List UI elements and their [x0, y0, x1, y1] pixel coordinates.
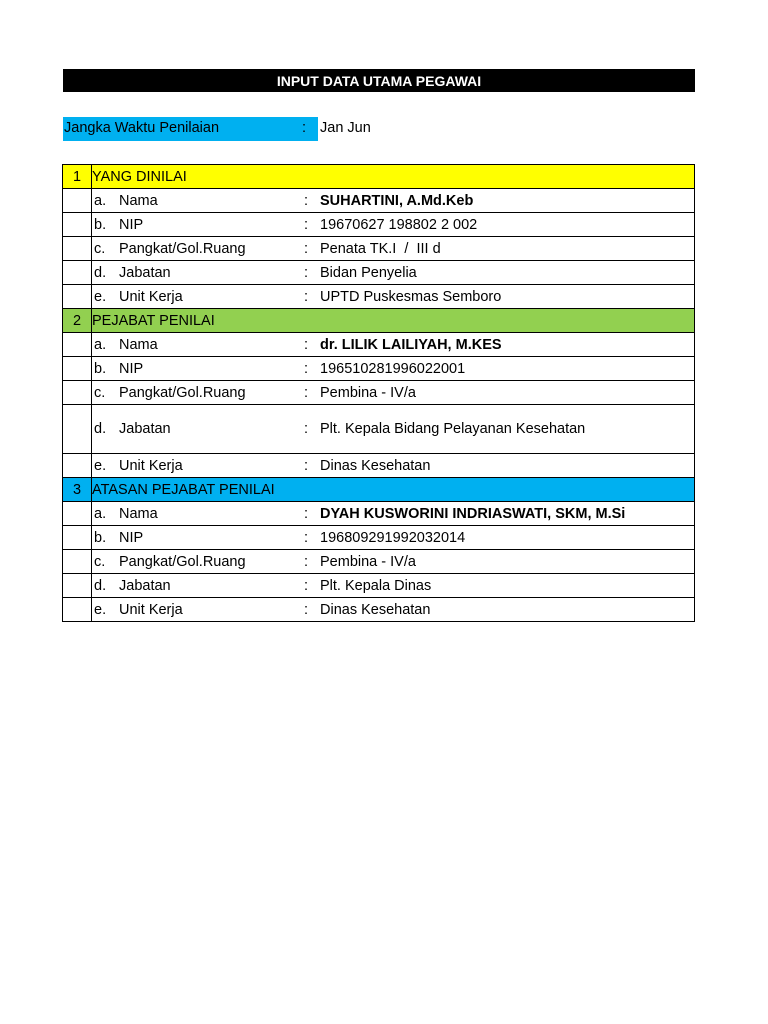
row-letter: b.	[94, 529, 107, 546]
row-field-label: Nama	[119, 192, 158, 209]
row-letter: a.	[94, 505, 107, 522]
row-letter: e.	[94, 457, 107, 474]
page-title: INPUT DATA UTAMA PEGAWAI	[63, 69, 695, 92]
table-row	[63, 357, 695, 381]
row-field-label: Unit Kerja	[119, 288, 183, 305]
row-colon: :	[304, 216, 309, 233]
row-colon: :	[304, 505, 309, 522]
row-value: Dinas Kesehatan	[320, 457, 431, 474]
row-colon: :	[304, 288, 309, 305]
assessment-period	[63, 117, 695, 141]
row-colon: :	[304, 577, 309, 594]
row-value: UPTD Puskesmas Semboro	[320, 288, 502, 305]
row-colon: :	[304, 421, 309, 437]
table-row	[63, 333, 695, 357]
period-label: Jangka Waktu Penilaian	[64, 120, 220, 136]
row-value: 196510281996022001	[320, 360, 466, 377]
row-colon: :	[304, 336, 309, 353]
row-field-label: Unit Kerja	[119, 457, 183, 474]
row-colon: :	[304, 529, 309, 546]
row-letter: e.	[94, 288, 107, 305]
table-row	[63, 502, 695, 526]
row-value: 196809291992032014	[320, 529, 466, 546]
section-number: 3	[63, 478, 92, 502]
section-header-yang-dinilai	[63, 165, 695, 189]
table-row	[63, 405, 695, 454]
period-colon: :	[302, 120, 307, 136]
row-field-label: Nama	[119, 336, 158, 353]
table-row	[63, 189, 695, 213]
row-field-label: Unit Kerja	[119, 601, 183, 618]
row-letter: b.	[94, 216, 107, 233]
row-field-label: Jabatan	[119, 264, 171, 281]
section-title: ATASAN PEJABAT PENILAI	[92, 478, 695, 502]
period-value: Jan Jun	[320, 120, 371, 136]
row-field-label: NIP	[119, 360, 144, 377]
row-value: 19670627 198802 2 002	[320, 216, 478, 233]
row-value: Pembina - IV/a	[320, 384, 416, 401]
table-row	[63, 285, 695, 309]
row-value: dr. LILIK LAILIYAH, M.KES	[320, 336, 502, 353]
table-row	[63, 381, 695, 405]
row-value: Penata TK.I / III d	[320, 240, 441, 257]
row-field-label: NIP	[119, 529, 144, 546]
row-field-label: Nama	[119, 505, 158, 522]
section-header-pejabat-penilai	[63, 309, 695, 333]
row-letter: a.	[94, 192, 107, 209]
row-colon: :	[304, 360, 309, 377]
table-row	[63, 526, 695, 550]
row-letter: e.	[94, 601, 107, 618]
row-field-label: Jabatan	[119, 421, 171, 437]
section-number: 1	[63, 165, 92, 189]
row-colon: :	[304, 553, 309, 570]
row-value: Dinas Kesehatan	[320, 601, 431, 618]
row-value: SUHARTINI, A.Md.Keb	[320, 192, 474, 209]
employee-data-table	[62, 164, 695, 622]
table-row	[63, 574, 695, 598]
row-value: Plt. Kepala Bidang Pelayanan Kesehatan	[320, 421, 586, 437]
row-colon: :	[304, 264, 309, 281]
row-letter: b.	[94, 360, 107, 377]
section-number: 2	[63, 309, 92, 333]
row-colon: :	[304, 601, 309, 618]
row-letter: c.	[94, 384, 106, 401]
row-letter: d.	[94, 264, 107, 281]
table-row	[63, 261, 695, 285]
table-row	[63, 237, 695, 261]
row-letter: c.	[94, 553, 106, 570]
row-field-label: Pangkat/Gol.Ruang	[119, 384, 246, 401]
row-value: Bidan Penyelia	[320, 264, 417, 281]
row-field-label: Jabatan	[119, 577, 171, 594]
row-value: DYAH KUSWORINI INDRIASWATI, SKM, M.Si	[320, 505, 626, 522]
row-value: Pembina - IV/a	[320, 553, 416, 570]
row-letter: d.	[94, 577, 107, 594]
section-title: YANG DINILAI	[92, 165, 695, 189]
section-header-atasan-pejabat-penilai	[63, 478, 695, 502]
row-colon: :	[304, 384, 309, 401]
row-letter: a.	[94, 336, 107, 353]
row-field-label: Pangkat/Gol.Ruang	[119, 240, 246, 257]
row-field-label: Pangkat/Gol.Ruang	[119, 553, 246, 570]
row-field-label: NIP	[119, 216, 144, 233]
table-row	[63, 550, 695, 574]
section-title: PEJABAT PENILAI	[92, 309, 695, 333]
row-value: Plt. Kepala Dinas	[320, 577, 432, 594]
row-letter: d.	[94, 421, 107, 437]
table-row	[63, 213, 695, 237]
table-row	[63, 454, 695, 478]
table-row	[63, 598, 695, 622]
row-letter: c.	[94, 240, 106, 257]
row-colon: :	[304, 240, 309, 257]
row-colon: :	[304, 457, 309, 474]
row-colon: :	[304, 192, 309, 209]
